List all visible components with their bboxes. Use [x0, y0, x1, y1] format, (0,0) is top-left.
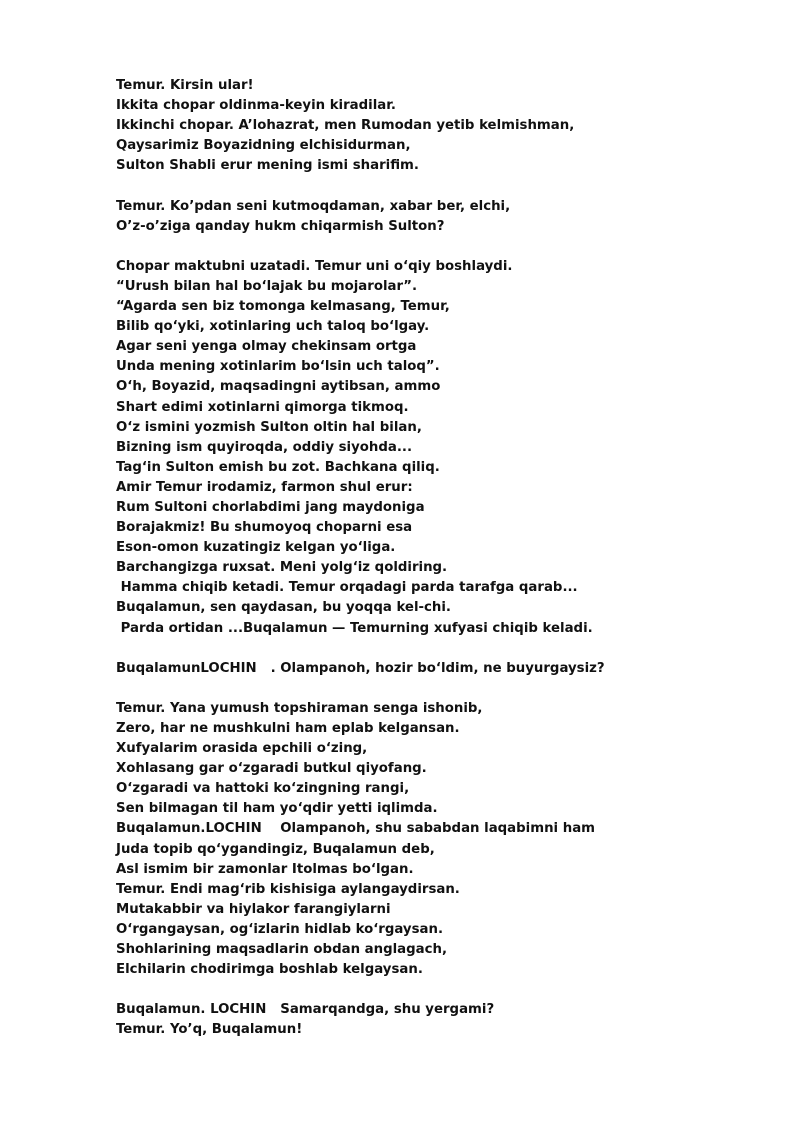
text-line: Rum Sultoni chorlabdimi jang maydoniga: [116, 499, 425, 515]
text-line: Temur. Kirsin ular!: [116, 78, 254, 93]
text-line: Zero, har ne mushkulni ham eplab kelgansan.: [116, 721, 460, 736]
text-line: Tag‘in Sulton emish bu zot. Bachkana qiliq.: [116, 459, 440, 475]
text-line: Eson-omon kuzatingiz kelgan yo‘liga.: [116, 540, 396, 556]
text-line: O‘z ismini yozmish Sulton oltin hal bilan,: [116, 419, 422, 435]
text-line: O’z-o’ziga qanday hukm chiqarmish Sulton?: [116, 218, 445, 234]
text-line: Mutakabbir va hiylakor farangiylarni: [116, 901, 391, 917]
text-line: Juda topib qo‘ygandingiz, Buqalamun deb,: [116, 841, 435, 857]
blank-line: [116, 679, 756, 699]
text-line: Bizning ism quyiroqda, oddiy siyohda...: [116, 439, 413, 455]
text-line: Buqalamun.LOCHIN Olampanoh, shu sababdan laqabimni ham: [116, 821, 596, 837]
text-line: Temur. Yana yumush topshiraman senga ishonib,: [116, 700, 483, 716]
text-line: Bilib qo‘yki, xotinlaring uch taloq bo‘lgay.: [116, 319, 430, 335]
text-line: O‘rgangaysan, og‘izlarin hidlab ko‘rgaysan.: [116, 921, 444, 937]
text-line: Elchilarin chodirimga boshlab kelgaysan.: [116, 962, 423, 978]
text-line: Chopar maktubni uzatadi. Temur uni o‘qiy boshlaydi.: [116, 258, 513, 274]
text-line: Ikkinchi chopar. A’lohazrat, men Rumodan yetib kelmishman,: [116, 118, 575, 134]
text-line: Hamma chiqib ketadi. Temur orqadagi parda tarafga qarab...: [116, 580, 578, 596]
text-line: Sulton Shabli erur mening ismi sharifim.: [116, 158, 419, 174]
text-line: Asl ismim bir zamonlar Itolmas bo‘lgan.: [116, 861, 414, 877]
text-line: Buqalamun. LOCHIN Samarqandga, shu yergami?: [116, 1002, 495, 1018]
text-line: Shohlarining maqsadlarin obdan anglagach,: [116, 942, 448, 958]
text-line: Temur. Endi mag‘rib kishisiga aylangaydirsan.: [116, 881, 460, 897]
blank-line: [116, 237, 756, 257]
blank-line: [116, 176, 756, 196]
text-line: Temur. Ko’pdan seni kutmoqdaman, xabar ber, elchi,: [116, 198, 511, 214]
text-line: Shart edimi xotinlarni qimorga tikmoq.: [116, 399, 409, 415]
text-line: Xufyalarim orasida epchili o‘zing,: [116, 741, 368, 757]
text-line: Barchangizga ruxsat. Meni yolg‘iz qoldiring.: [116, 560, 448, 576]
text-line: Ikkita chopar oldinma-keyin kiradilar.: [116, 98, 396, 114]
text-line: “Urush bilan hal bo‘lajak bu mojarolar”.: [116, 278, 418, 294]
text-line: O‘h, Boyazid, maqsadingni aytibsan, ammo: [116, 379, 441, 395]
text-line: Parda ortidan ...Buqalamun — Temurning xufyasi chiqib keladi.: [116, 620, 593, 636]
text-line: Buqalamun, sen qaydasan, bu yoqqa kel-chi.: [116, 600, 451, 616]
text-line: O‘zgaradi va hattoki ko‘zingning rangi,: [116, 781, 410, 797]
text-line: Agar seni yenga olmay chekinsam ortga: [116, 339, 417, 355]
text-line: Unda mening xotinlarim bo‘lsin uch taloq”.: [116, 359, 440, 375]
document-text: [116, 76, 756, 1041]
text-line: Qaysarimiz Boyazidning elchisidurman,: [116, 138, 411, 154]
text-line: Temur. Yo’q, Buqalamun!: [116, 1022, 303, 1038]
text-line: Borajakmiz! Bu shumoyoq choparni esa: [116, 520, 413, 536]
text-line: Amir Temur irodamiz, farmon shul erur:: [116, 479, 413, 495]
blank-line: [116, 980, 756, 1000]
text-line: “Agarda sen biz tomonga kelmasang, Temur,: [116, 299, 450, 315]
blank-line: [116, 639, 756, 659]
text-line: Xohlasang gar o‘zgaradi butkul qiyofang.: [116, 761, 427, 777]
text-line: Sen bilmagan til ham yo‘qdir yetti iqlimda.: [116, 801, 438, 817]
text-line: BuqalamunLOCHIN . Olampanoh, hozir bo‘ldim, ne buyurgaysiz?: [116, 660, 605, 676]
